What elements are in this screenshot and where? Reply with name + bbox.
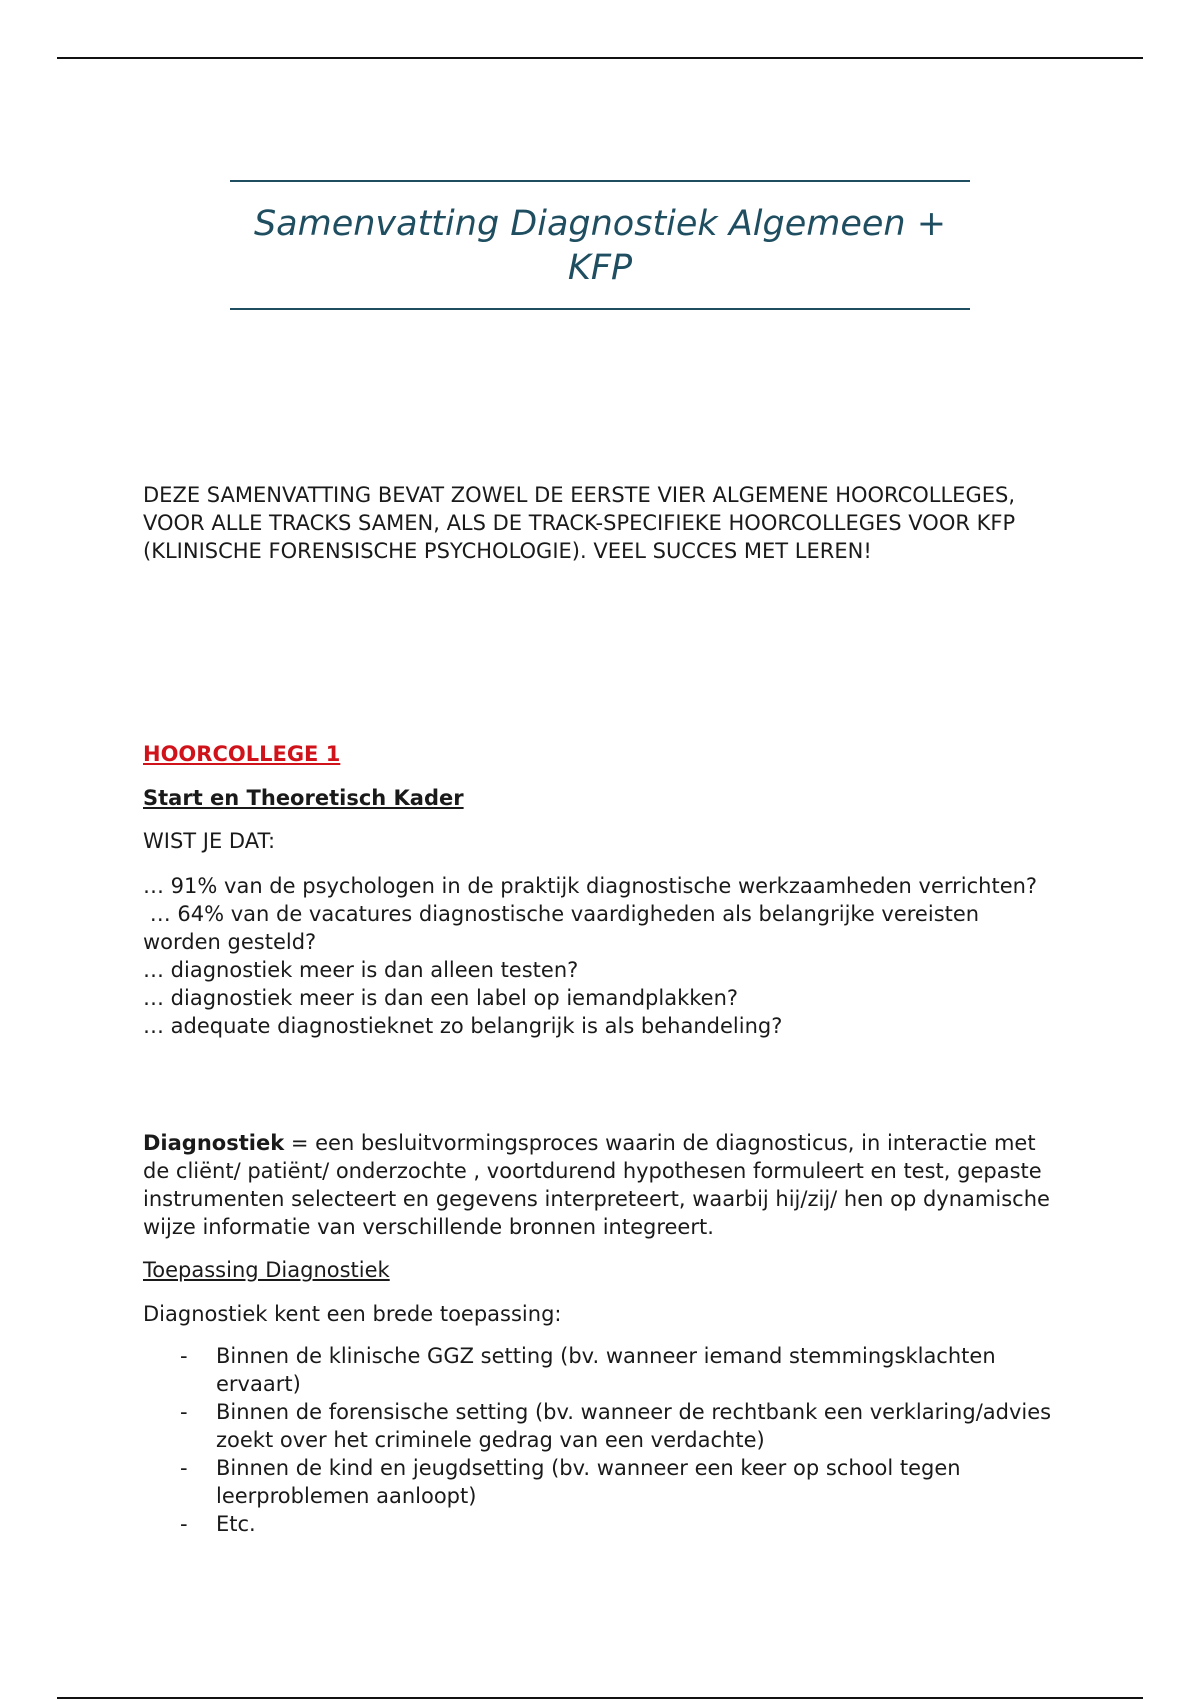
fact-item: … diagnostiek meer is dan alleen testen? — [143, 958, 579, 982]
list-item — [143, 1398, 1063, 1454]
definition-paragraph — [143, 1129, 1063, 1241]
list-item-text: Binnen de klinische GGZ setting (bv. wanneer iemand stemmingsklachten ervaart) — [216, 1344, 996, 1396]
bullet-marker: - — [180, 1512, 188, 1536]
header-rule — [57, 57, 1143, 59]
intro-paragraph: DEZE SAMENVATTING BEVAT ZOWEL DE EERSTE VIER ALGEMENE HOORCOLLEGES, VOOR ALLE TRACKS SAMEN, ALS DE TRACK-SPECIFIEKE HOORCOLLEGES VOOR KFP (KLINISCHE FORENSISCHE PSYCHOLOGIE). VEEL SUCCES MET LEREN! — [143, 483, 1016, 563]
application-heading: Toepassing Diagnostiek — [143, 1258, 390, 1282]
fact-item: … 91% van de psychologen in de praktijk diagnostische werkzaamheden verrichten? — [143, 874, 1038, 898]
fact-item: … 64% van de vacatures diagnostische vaardigheden als belangrijke vereisten worden gesteld? — [143, 902, 986, 954]
facts-list — [143, 872, 1063, 1040]
bullet-marker: - — [180, 1400, 188, 1424]
list-item — [143, 1342, 1063, 1398]
bullet-marker: - — [180, 1344, 188, 1368]
section-subheading: Start en Theoretisch Kader — [143, 786, 464, 810]
fact-item: … adequate diagnostieknet zo belangrijk is als behandeling? — [143, 1014, 783, 1038]
list-item — [143, 1510, 1063, 1538]
application-list — [143, 1342, 1063, 1538]
footer-rule — [57, 1697, 1143, 1699]
wist-label: WIST JE DAT: — [143, 829, 276, 853]
definition-term: Diagnostiek — [143, 1131, 285, 1155]
list-item-text: Binnen de forensische setting (bv. wanneer de rechtbank een verklaring/advies zoekt over het criminele gedrag van een verdachte) — [216, 1400, 1052, 1452]
section-heading: HOORCOLLEGE 1 — [143, 742, 341, 766]
definition-text: = een besluitvormingsproces waarin de diagnosticus, in interactie met de cliënt/ patiënt/ onderzochte , voortdurend hypothesen formuleert en test, gepaste instrumenten selecteert en gegevens interpreteert, waarbij hij/zij/ hen op dynamische wijze informatie van verschillende bronnen integreert. — [143, 1131, 1050, 1239]
list-item-text: Etc. — [216, 1512, 256, 1536]
title-block — [230, 180, 970, 310]
list-item — [143, 1454, 1063, 1510]
application-lead: Diagnostiek kent een brede toepassing: — [143, 1302, 562, 1326]
list-item-text: Binnen de kind en jeugdsetting (bv. wanneer een keer op school tegen leerproblemen aanloopt) — [216, 1456, 961, 1508]
bullet-marker: - — [180, 1456, 188, 1480]
document-title: Samenvatting Diagnostiek Algemeen + KFP — [253, 204, 947, 288]
fact-item: … diagnostiek meer is dan een label op iemandplakken? — [143, 986, 739, 1010]
